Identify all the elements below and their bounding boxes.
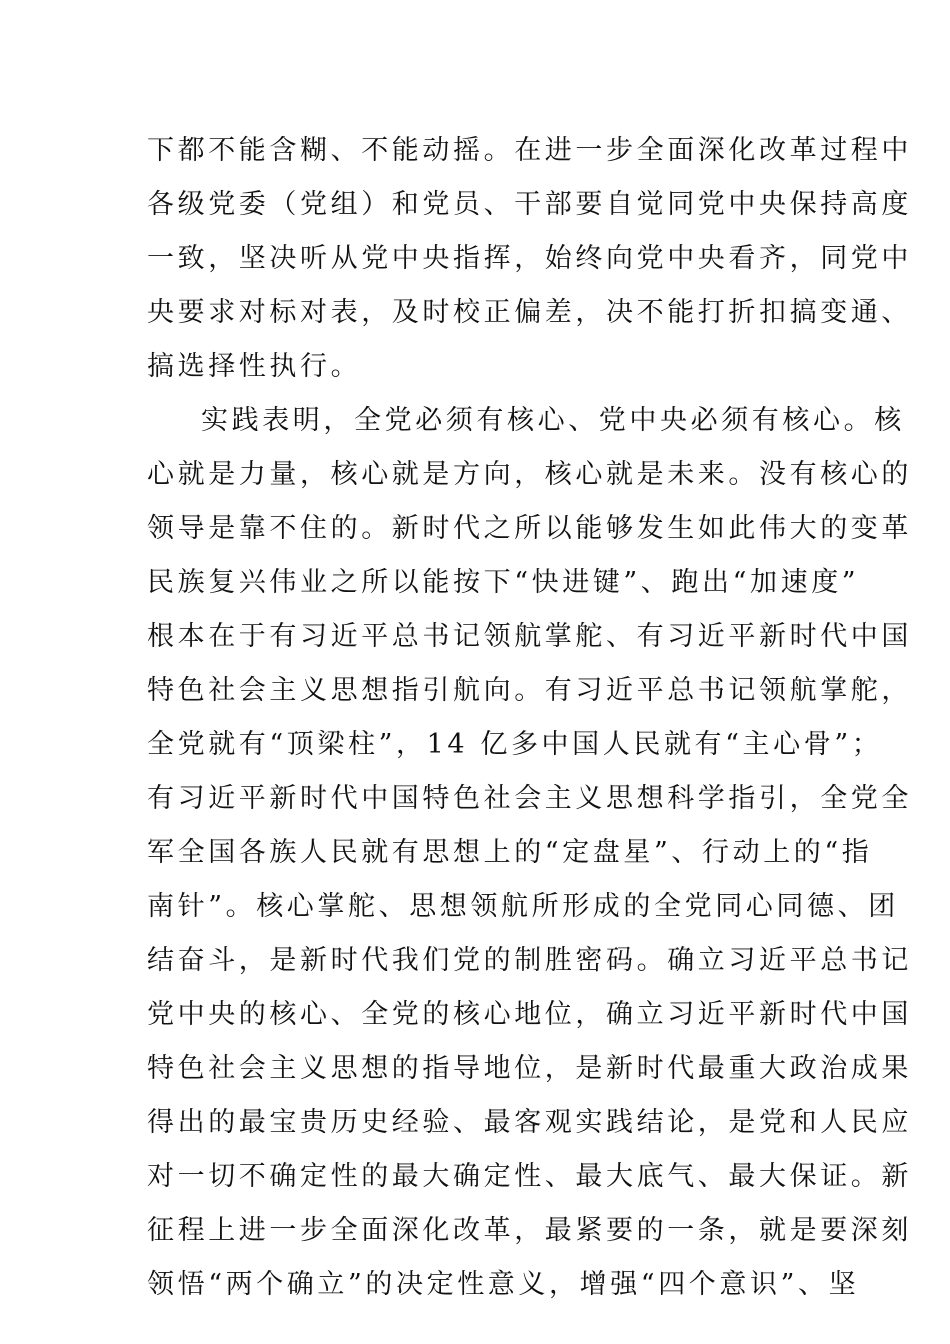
text-line: 军全国各族人民就有思想上的“定盘星”、行动上的“指 — [147, 837, 873, 868]
text-line: 一致，坚决听从党中央指挥，始终向党中央看齐，同党中 — [147, 243, 912, 274]
paragraph-2 — [147, 394, 912, 1312]
document-body — [147, 124, 912, 1312]
text-line: 心就是力量，核心就是方向，核心就是未来。没有核心的 — [147, 459, 912, 490]
text-line: 南针”。核心掌舵、思想领航所形成的全党同心同德、团 — [147, 891, 899, 922]
text-line: 特色社会主义思想指引航向。有习近平总书记领航掌舵， — [147, 675, 912, 706]
text-line: 民族复兴伟业之所以能按下“快进键”、跑出“加速度” — [147, 567, 860, 598]
text-line: 特色社会主义思想的指导地位，是新时代最重大政治成果 — [147, 1053, 912, 1084]
text-line: 有习近平新时代中国特色社会主义思想科学指引，全党全 — [147, 783, 912, 814]
text-line: 搞选择性执行。 — [147, 351, 362, 382]
text-line: 各级党委（党组）和党员、干部要自觉同党中央保持高度 — [147, 189, 912, 220]
text-line: 得出的最宝贵历史经验、最客观实践结论，是党和人民应 — [147, 1107, 912, 1138]
text-line-indented: 实践表明，全党必须有核心、党中央必须有核心。核 — [201, 405, 905, 436]
text-line: 根本在于有习近平总书记领航掌舵、有习近平新时代中国 — [147, 621, 912, 652]
text-line: 领悟“两个确立”的决定性意义，增强“四个意识”、坚 — [147, 1269, 860, 1300]
text-line: 征程上进一步全面深化改革，最紧要的一条，就是要深刻 — [147, 1215, 912, 1246]
text-line: 下都不能含糊、不能动摇。在进一步全面深化改革过程中 — [147, 135, 912, 166]
text-line: 对一切不确定性的最大确定性、最大底气、最大保证。新 — [147, 1161, 912, 1192]
paragraph-1 — [147, 124, 912, 394]
text-line: 领导是靠不住的。新时代之所以能够发生如此伟大的变革 — [147, 513, 912, 544]
text-line: 央要求对标对表，及时校正偏差，决不能打折扣搞变通、 — [147, 297, 912, 328]
text-line: 全党就有“顶梁柱”，14 亿多中国人民就有“主心骨”； — [147, 729, 883, 760]
text-line: 党中央的核心、全党的核心地位，确立习近平新时代中国 — [147, 999, 912, 1030]
text-line: 结奋斗，是新时代我们党的制胜密码。确立习近平总书记 — [147, 945, 912, 976]
